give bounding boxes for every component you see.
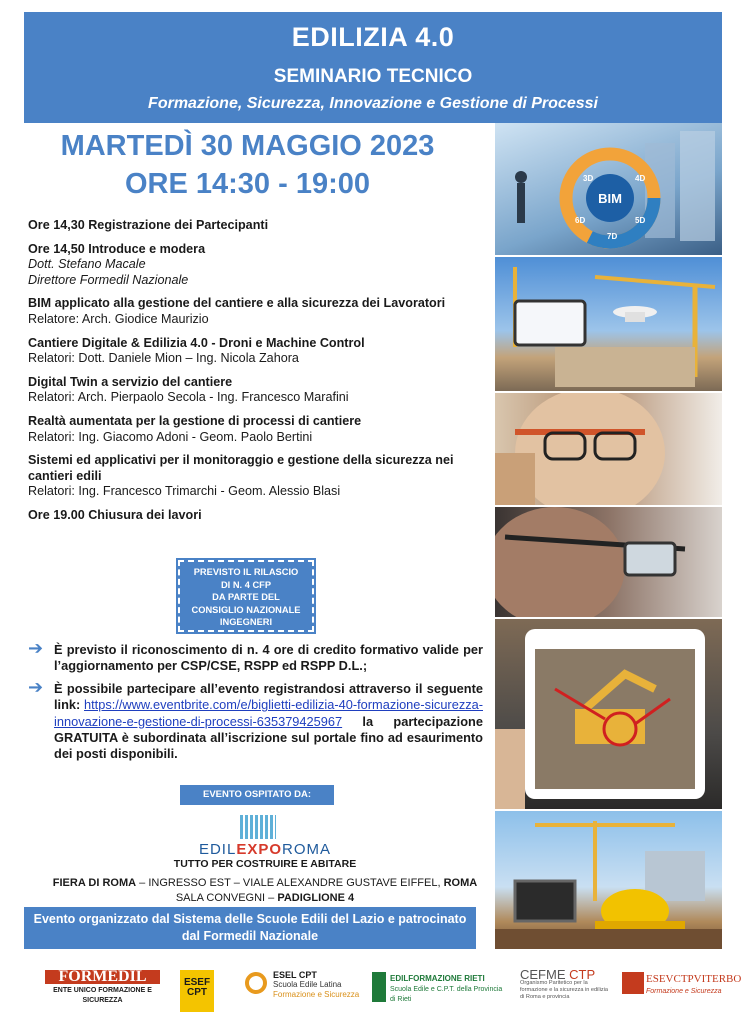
program-item-line: Relatore: Arch. Giodice Maurizio (28, 311, 209, 326)
program-list (28, 218, 490, 532)
organizer-banner: Evento organizzato dal Sistema delle Scuole Edili del Lazio e patrocinato dal Formedil Nazionale (24, 907, 476, 949)
site-laptop-helmet-image (495, 811, 722, 949)
program-item (28, 242, 490, 289)
bim-label: BIM (598, 191, 622, 206)
edilexpo-wordmark: EDILEXPOROMA (198, 841, 332, 858)
cfp-line: INGEGNERI (219, 617, 273, 628)
venue-address: FIERA DI ROMA – INGRESSO EST – VIALE ALEXANDRE GUSTAVE EIFFEL, ROMA SALA CONVEGNI – PADIGLIONE 4 (52, 877, 478, 904)
program-item (28, 508, 490, 524)
event-topic: Formazione, Sicurezza, Innovazione e Gestione di Processi (148, 95, 598, 112)
program-item-title: Ore 19.00 Chiusura dei lavori (28, 507, 202, 522)
program-item-line: Relatori: Ing. Giacomo Adoni - Geom. Paolo Bertini (28, 429, 313, 444)
photo-column (495, 123, 722, 949)
svg-text:7D: 7D (607, 232, 618, 241)
formedil-logo: FORMEDIL ENTE UNICO FORMAZIONE E SICUREZZA (45, 970, 160, 1006)
building-icon (240, 815, 276, 839)
program-item (28, 453, 490, 500)
registration-text-after: la partecipazione GRATUITA è subordinata all’iscrizione sul portale fino ad esaurimento dei posti disponibili. (54, 713, 483, 762)
program-item (28, 336, 490, 367)
program-item-title: BIM applicato alla gestione del cantiere e alla sicurezza dei Lavoratori (28, 296, 446, 311)
cfp-line: PREVISTO IL RILASCIO (193, 567, 299, 577)
cfp-notice-box (178, 560, 314, 632)
esel-mark-icon (245, 972, 267, 994)
svg-text:6D: 6D (575, 216, 586, 225)
svg-text:4D: 4D (635, 174, 646, 183)
credit-note (28, 638, 483, 675)
esev-mark-icon (622, 972, 644, 994)
smart-glasses-woman-image (495, 393, 722, 505)
program-item (28, 296, 490, 327)
program-item-line: Dott. Stefano Macale (28, 257, 146, 272)
registration-link[interactable]: https://www.eventbrite.com/e/biglietti-edilizia-40-formazione-sicurezza-innovazione-e-gestione-di-processi-635379425967 (54, 697, 483, 729)
header-banner (24, 12, 722, 123)
program-item (28, 414, 490, 445)
rieti-mark-icon (372, 972, 386, 1002)
drone-crane-image (495, 257, 722, 391)
program-item-line: Direttore Formedil Nazionale (28, 272, 189, 287)
credit-note-text: È previsto il riconoscimento di n. 4 ore di credito formativo valide per l’aggiornamento per CSP/CSE, RSPP ed RSPP D.L.; (54, 642, 483, 674)
program-item-title: Ore 14,30 Registrazione dei Partecipanti (28, 218, 269, 232)
program-item (28, 375, 490, 406)
hosted-by-label: EVENTO OSPITATO DA: (180, 785, 334, 805)
program-item-line: Relatori: Arch. Pierpaolo Secola - Ing. Francesco Marafini (28, 390, 349, 405)
registration-text-before: È possibile partecipare all’evento registrandosi attraverso il seguente link: (54, 680, 483, 713)
notes-section (28, 638, 483, 769)
cefme-ctp-logo: CEFME CTP Organismo Paritetico per la formazione e la sicurezza in edilizia di Roma e provincia (520, 967, 608, 1000)
arrow-right-icon: ➔ (28, 676, 44, 697)
program-item-title: Sistemi ed applicativi per il monitoraggio e gestione della sicurezza nei cantieri edili (28, 453, 454, 483)
event-date: MARTEDÌ 30 MAGGIO 2023 (60, 130, 435, 162)
bim-cycle-image (495, 123, 722, 255)
program-item-line: Relatori: Ing. Francesco Trimarchi - Geom. Alessio Blasi (28, 484, 341, 499)
esef-cpt-logo: ESEF CPT (180, 970, 214, 1012)
event-subtitle: SEMINARIO TECNICO (273, 66, 473, 87)
cfp-line: DI N. 4 CFP (220, 579, 272, 590)
svg-text:5D: 5D (635, 216, 646, 225)
cfp-line: DA PARTE DEL (212, 592, 280, 603)
edilexpo-tagline: TUTTO PER COSTRUIRE E ABITARE (173, 858, 357, 870)
event-title: EDILIZIA 4.0 (291, 22, 455, 52)
program-item-title: Ore 14,50 Introduce e modera (28, 241, 206, 256)
program-item (28, 218, 490, 234)
partner-logos: FORMEDIL ENTE UNICO FORMAZIONE E SICUREZZA ESEF CPT ESEL CPT Scuola Edile Latina Formazione e Sicurezza EDILFORMAZIONE RIETI Scuola Edile e C.P.T. della Provincia di Rieti CEFME CTP Organismo Paritetico per la formazione e la sicurezza in edilizia di Roma e provincia ESEVCTPVITERBO Formazione e Sicurezza (0, 960, 747, 1020)
tablet-excavator-image (495, 619, 722, 809)
svg-text:3D: 3D (583, 174, 594, 183)
program-item-title: Cantiere Digitale & Edilizia 4.0 - Droni e Machine Control (28, 335, 365, 350)
cfp-line: CONSIGLIO NAZIONALE (191, 604, 301, 615)
arrow-right-icon: ➔ (28, 638, 44, 658)
event-time: ORE 14:30 - 19:00 (124, 168, 370, 200)
smart-glasses-closeup-image (495, 507, 722, 617)
program-item-title: Realtà aumentata per la gestione di processi di cantiere (28, 413, 362, 428)
edilexpo-logo (195, 815, 335, 860)
registration-note (28, 676, 483, 763)
program-item-title: Digital Twin a servizio del cantiere (28, 374, 233, 389)
program-item-line: Relatori: Dott. Daniele Mion – Ing. Nicola Zahora (28, 351, 299, 366)
